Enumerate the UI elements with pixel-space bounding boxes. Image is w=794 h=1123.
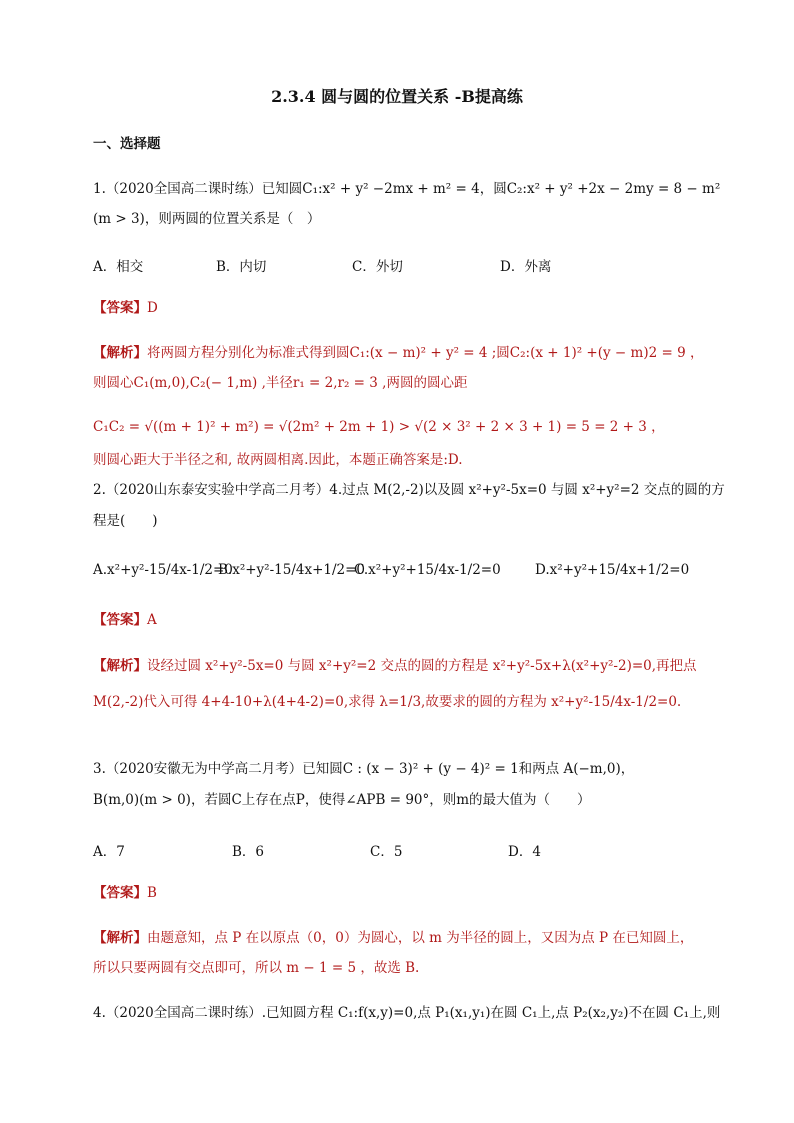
analysis-tag: 【解析】 [93, 658, 147, 674]
question-2-line-2: 程是( ) [93, 513, 158, 529]
analysis-line [93, 344, 703, 362]
analysis-text: 由题意知，点 P 在以原点（0，0）为圆心，以 m 为半径的圆上，又因为点 P 在已知圆上， [147, 930, 694, 946]
question-3-line-1: 3.（2020安徽无为中学高二月考）已知圆C : (x − 3)² + (y − 4)² = 1和两点 A(−m,0)， [93, 761, 635, 777]
analysis-line: 则圆心距大于半径之和, 故两圆相离.因此，本题正确答案是:D. [93, 452, 463, 468]
question-1-text-a: C₁:x² + y² −2mx + m² = 4，圆C₂:x² + y² +2x − 2my = 8 − m² [302, 181, 721, 197]
analysis-tag: 【解析】 [93, 345, 147, 361]
question-1-line-2: (m > 3)，则两圆的位置关系是（ ） [93, 211, 321, 227]
question-2-line-1: 2.（2020山东泰安实验中学高二月考）4.过点 M(2,-2)以及圆 x²+y²-5x=0 与圆 x²+y²=2 交点的圆的方 [93, 482, 725, 498]
analysis-tag: 【解析】 [93, 930, 147, 946]
question-1-line-1 [93, 180, 720, 198]
option-b: B．6 [232, 844, 265, 860]
question-3-line-2: B(m,0)(m > 0)，若圆C上存在点P，使得∠APB = 90°，则m的最大值为（ ） [93, 792, 591, 808]
option-c: C.x²+y²+15/4x-1/2=0 [354, 562, 501, 578]
option-d: D．外离 [500, 259, 552, 275]
option-a: A.x²+y²-15/4x-1/2=0 [93, 562, 233, 578]
option-c: C．5 [370, 844, 403, 860]
answer-tag: 【答案】 [93, 885, 147, 901]
option-b: B．内切 [216, 259, 267, 275]
page-title: 2.3.4 圆与圆的位置关系 -B提高练 [271, 87, 523, 106]
analysis-line [93, 929, 693, 947]
answer-value: D [147, 300, 158, 316]
analysis-line: M(2,-2)代入可得 4+4-10+λ(4+4-2)=0,求得 λ=1/3,故要求的圆的方程为 x²+y²-15/4x-1/2=0. [93, 694, 682, 710]
answer-tag: 【答案】 [93, 612, 147, 628]
option-a: A．相交 [93, 259, 144, 275]
option-d: D．4 [508, 844, 541, 860]
answer-value: A [147, 612, 157, 628]
option-d: D.x²+y²+15/4x+1/2=0 [535, 562, 690, 578]
analysis-line: 所以只要两圆有交点即可，所以 m − 1 = 5 ，故选 B. [93, 960, 420, 976]
option-a: A．7 [93, 844, 125, 860]
analysis-line [93, 657, 697, 675]
analysis-line: C₁C₂ = √((m + 1)² + m²) = √(2m² + 2m + 1) > √(2 × 3² + 2 × 3 + 1) = 5 = 2 + 3 ， [93, 419, 665, 435]
option-b: B.x²+y²-15/4x+1/2=0 [218, 562, 366, 578]
question-1-source: 1.（2020全国高二课时练）已知圆 [93, 181, 303, 197]
answer-line [93, 611, 157, 629]
analysis-text: 设经过圆 x²+y²-5x=0 与圆 x²+y²=2 交点的圆的方程是 x²+y²-5x+λ(x²+y²-2)=0,再把点 [147, 658, 697, 674]
answer-value: B [147, 885, 157, 901]
option-c: C．外切 [352, 259, 403, 275]
section-heading: 一、选择题 [93, 136, 161, 152]
question-4-line-1: 4.（2020全国高二课时练）.已知圆方程 C₁:f(x,y)=0,点 P₁(x₁,y₁)在圆 C₁上,点 P₂(x₂,y₂)不在圆 C₁上,则 [93, 1005, 721, 1021]
analysis-line: 则圆心C₁(m,0),C₂(− 1,m) ,半径r₁ = 2,r₂ = 3 ,两圆的圆心距 [93, 375, 468, 391]
answer-line [93, 884, 157, 902]
answer-tag: 【答案】 [93, 300, 147, 316]
analysis-text: 将两圆方程分别化为标准式得到圆C₁:(x − m)² + y² = 4 ;圆C₂:(x + 1)² +(y − m)2 = 9 ， [147, 345, 704, 361]
answer-line [93, 299, 158, 317]
